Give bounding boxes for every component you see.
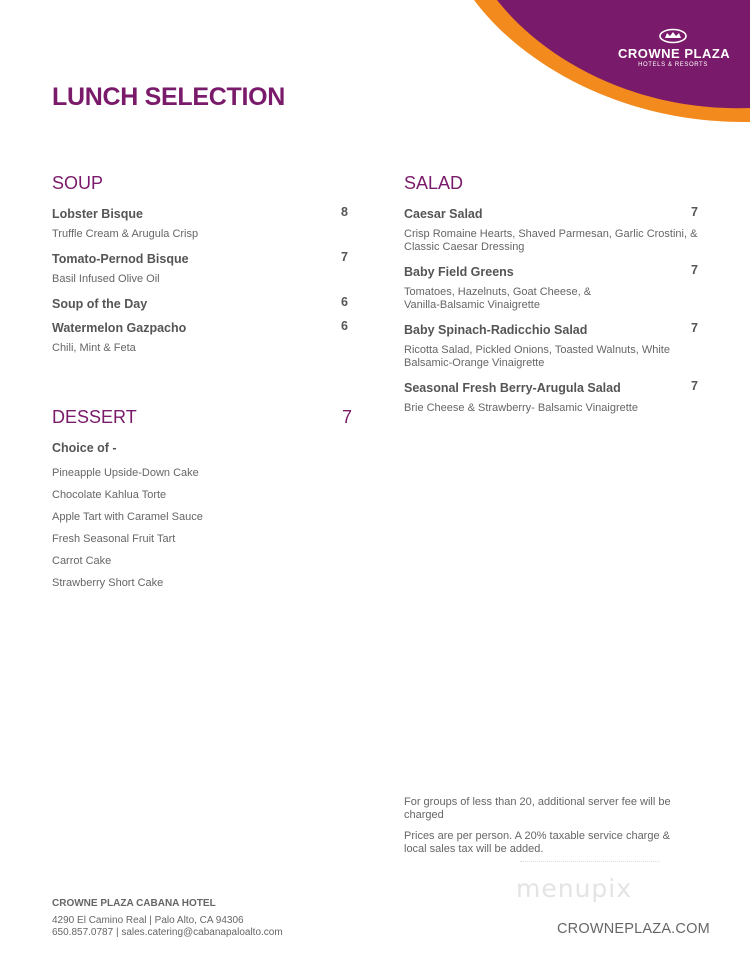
website-link[interactable]: CROWNEPLAZA.COM: [557, 921, 710, 937]
list-item: Chocolate Kahlua Torte: [52, 489, 167, 501]
item-price: 7: [691, 263, 698, 277]
item-name: Watermelon Gazpacho: [52, 321, 187, 335]
item-description: Crisp Romaine Hearts, Shaved Parmesan, Garlic Crostini, & Classic Caesar Dressing: [404, 228, 698, 253]
salad-heading: SALAD: [404, 173, 464, 193]
item-price: 7: [691, 321, 698, 335]
item-name: Baby Field Greens: [404, 265, 514, 279]
salad-section: [404, 173, 698, 424]
salad-header: [404, 173, 698, 195]
watermark-logo: menupix: [516, 874, 633, 903]
menu-item: [52, 205, 348, 221]
item-price: 6: [341, 319, 348, 333]
item-price: 7: [691, 205, 698, 219]
watermark-divider: [520, 861, 660, 862]
item-name: Seasonal Fresh Berry-Arugula Salad: [404, 381, 621, 395]
item-name: Baby Spinach-Radicchio Salad: [404, 323, 588, 337]
list-item: Pineapple Upside-Down Cake: [52, 467, 199, 479]
item-price: 6: [341, 295, 348, 309]
note-service-charge: Prices are per person. A 20% taxable service charge & local sales tax will be added.: [404, 830, 670, 855]
dessert-header: [52, 407, 352, 429]
item-name: Tomato-Pernod Bisque: [52, 252, 189, 266]
menu-item: [404, 379, 698, 395]
pricing-notes: [404, 796, 694, 864]
note-server-fee: For groups of less than 20, additional server fee will be charged: [404, 796, 671, 821]
crown-icon: [658, 28, 688, 44]
menu-item: [404, 321, 698, 337]
item-description: Basil Infused Olive Oil: [52, 273, 160, 285]
item-description: Brie Cheese & Strawberry- Balsamic Vinaigrette: [404, 402, 638, 414]
item-name: Lobster Bisque: [52, 207, 143, 221]
item-description: Ricotta Salad, Pickled Onions, Toasted Walnuts, White Balsamic-Orange Vinaigrette: [404, 344, 670, 369]
soup-heading: SOUP: [52, 173, 104, 193]
brand-name: CROWNE PLAZA: [618, 46, 731, 61]
soup-header: [52, 173, 348, 195]
menu-item: [52, 250, 348, 266]
dessert-section: [52, 407, 352, 599]
list-item: Carrot Cake: [52, 555, 112, 567]
item-description: Truffle Cream & Arugula Crisp: [52, 228, 199, 240]
menu-item: [52, 319, 348, 335]
item-price: 7: [341, 250, 348, 264]
dessert-heading: DESSERT: [52, 407, 137, 427]
footer-address: 4290 El Camino Real | Palo Alto, CA 94306: [52, 915, 244, 926]
item-name: Soup of the Day: [52, 297, 148, 311]
list-item: Fresh Seasonal Fruit Tart: [52, 533, 176, 545]
item-price: 8: [341, 205, 348, 219]
item-name: Caesar Salad: [404, 207, 483, 221]
item-price: 7: [691, 379, 698, 393]
menu-item: [404, 263, 698, 279]
list-item: Strawberry Short Cake: [52, 577, 164, 589]
menu-item: [52, 295, 348, 311]
brand-subtitle: HOTELS & RESORTS: [638, 62, 708, 68]
footer-hotel-name: CROWNE PLAZA CABANA HOTEL: [52, 898, 216, 909]
list-item: Apple Tart with Caramel Sauce: [52, 511, 203, 523]
brand-logo[interactable]: [618, 28, 731, 69]
page-title: LUNCH SELECTION: [52, 83, 286, 111]
menu-item: [404, 205, 698, 221]
footer: [52, 898, 372, 939]
dessert-choice-label: Choice of -: [52, 441, 117, 455]
dessert-price: 7: [341, 407, 352, 427]
item-description: Tomatoes, Hazelnuts, Goat Cheese, & Vanilla-Balsamic Vinaigrette: [404, 286, 592, 311]
soup-section: [52, 173, 348, 364]
item-description: Chili, Mint & Feta: [52, 342, 136, 354]
footer-contact[interactable]: 650.857.0787 | sales.catering@cabanapaloalto.com: [52, 927, 283, 938]
